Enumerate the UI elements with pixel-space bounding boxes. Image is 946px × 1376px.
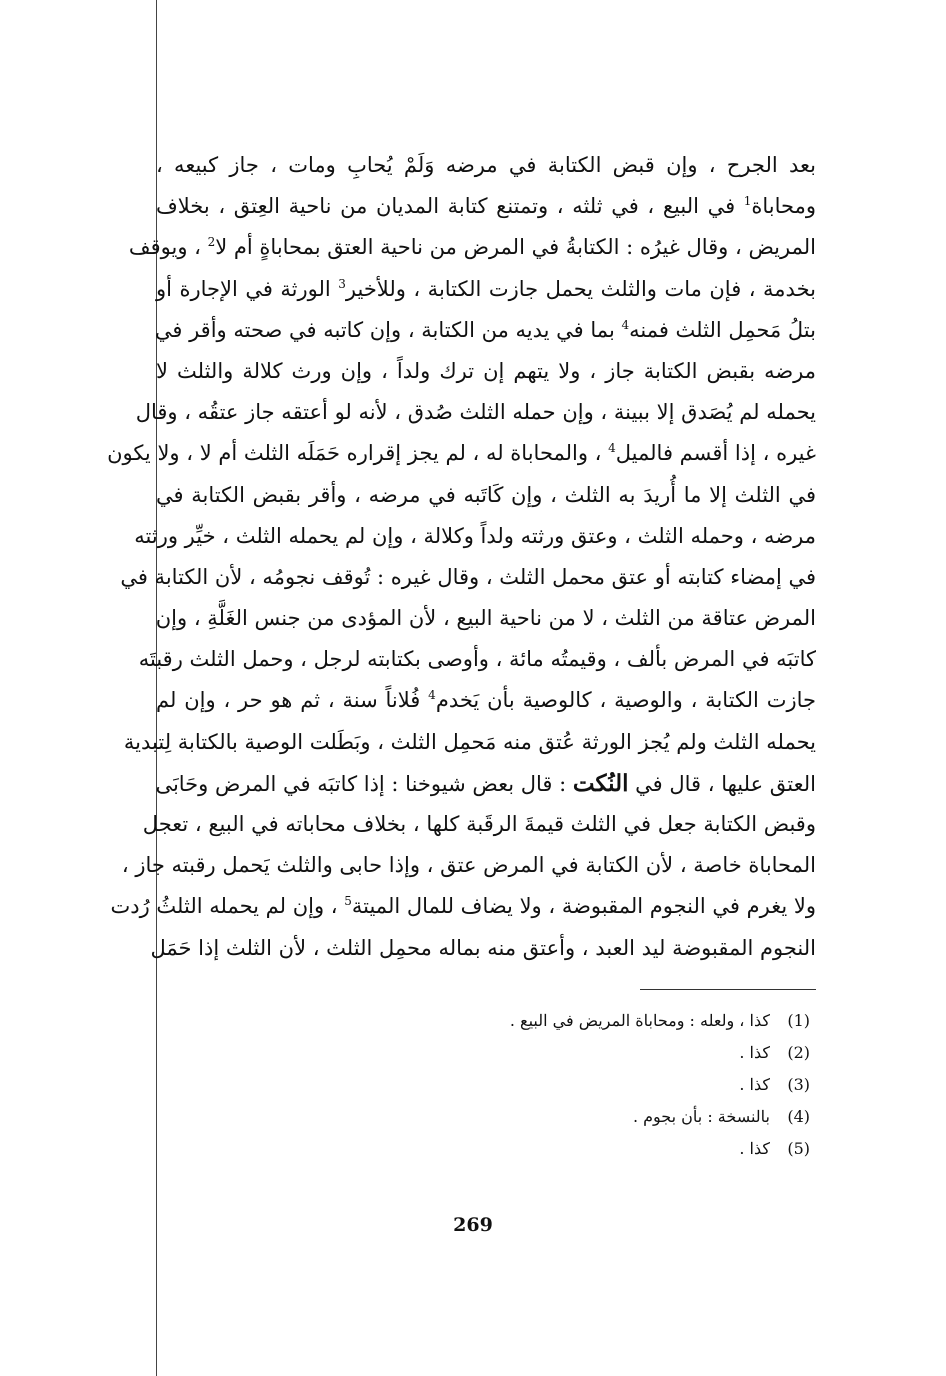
- book-title: النُكت: [572, 769, 629, 797]
- text-line: بعد الجرح ، وإن قبض الكتابة في مرضه وَلَمْ يُحابِ ومات ، جاز كبيعه ،: [156, 153, 816, 177]
- footnote-number: (2): [787, 1043, 810, 1062]
- text-line: النجوم المقبوضة ليد العبد ، وأعتق منه بماله محمِل الثلث ، لأن الثلث إذا حَمَل: [150, 935, 816, 960]
- text-line: في إمضاء كتابته أو عتق محمل الثلث ، وقال غيره : تُوقف نجومُه ، لأن الكتابة في: [120, 564, 816, 589]
- footnote-ref: 3: [338, 276, 346, 291]
- page-number: 269: [453, 1214, 493, 1236]
- footnote-text: كذا .: [739, 1075, 770, 1094]
- footnote-number: (3): [787, 1075, 810, 1094]
- text-line: كاتبَه في المرض بألف ، وقيمتُه مائة ، وأوصى بكتابته لرجل ، وحمل الثلث رقبتَه: [138, 647, 816, 672]
- footnote-ref: 4: [608, 441, 616, 456]
- text-line: جازت الكتابة ، والوصية ، كالوصية بأن يَخدم$^4$ فُلاناً سنة ، ثم هو حر ، وإن لم: [156, 688, 816, 713]
- text-line: مرضه بقبض الكتابة جاز ، ولا يتهم إن ترك ولداً ، وإن ورث كلالة والثلث لا: [156, 358, 816, 383]
- text-line: يحمله الثلث ولم يُجز الورثة عُتق منه مَحمِل الثلث ، وبَطَلت الوصية بالكتابة لِتبدية: [123, 729, 816, 754]
- footnote-ref: 4: [428, 688, 436, 703]
- footnote-text: كذا .: [739, 1139, 770, 1158]
- footnote-number: (5): [787, 1139, 810, 1158]
- footnote: [300, 1069, 810, 1101]
- footnote-text: كذا ، ولعله : ومحاباة المريض في البيع .: [509, 1011, 770, 1030]
- footnote: [300, 1133, 810, 1165]
- text-line: المحاباة خاصة ، لأن الكتابة في المرض عتق ، وإذا حابى والثلث يَحمل رقبته جاز ،: [121, 853, 816, 878]
- footnotes: [300, 1005, 810, 1165]
- footnote-number: (4): [787, 1107, 810, 1126]
- main-text: [107, 145, 816, 969]
- text-line: بتلُ مَحمِل الثلث فمنه$^4$ بما في يديه من الكتابة ، وإن كاتبه في صحته وأقر في: [154, 317, 816, 342]
- footnote-number: (1): [787, 1011, 810, 1030]
- footnote-text: بالنسخة : بأن بجوم .: [632, 1107, 770, 1126]
- text-line: وقبض الكتابة جعل في الثلث قيمةَ الرقَبة كلها ، بخلاف محاباته في البيع ، تعجل: [142, 812, 816, 836]
- text-line: في الثلث إلا ما أُريدَ به الثلث ، وإن كَاتَبه في مرضه ، وأقر بقبض الكتابة في: [156, 482, 816, 507]
- text-line: بخدمة ، فإن مات والثلث يحمل جازت الكتابة ، وللأخير$^3$ الورثة في الإجارة أو: [156, 276, 816, 301]
- footnote-separator: [640, 989, 816, 990]
- footnote-ref: 1: [743, 194, 752, 209]
- text-line: ومحاباة$^1$ في البيع ، في ثلثه ، وتمتنع كتابة المديان من ناحية العِتق ، بخلاف: [156, 194, 816, 219]
- text-line: يحمله لم يُصَدق إلا ببينة ، وإن حمله الثلث صُدق ، لأنه لو أعتقه جاز عتقُه ، وقال: [135, 400, 816, 425]
- footnote: [300, 1005, 810, 1037]
- page-body: [107, 145, 816, 969]
- footnote: [300, 1037, 810, 1069]
- text-line: مرضه ، وحمله الثلث ، وعتق ورثته ولداً وكلالة ، وإن لم يحمله الثلث ، خيِّر ورثته: [134, 523, 816, 548]
- footnote-text: كذا .: [739, 1043, 770, 1062]
- text-line: غيره ، إذا أقسم فالميل$^4$ ، والمحاباة له ، لم يجز إقراره حَمَلَه الثلث أم لا ، ولا يكون: [107, 441, 816, 466]
- footnote-ref: 4: [621, 317, 630, 332]
- text-line: المريض ، وقال غيرُه : الكتابةُ في المرض من ناحية العتق بمحاباةٍ أم لا$^2$ ، ويوقف: [128, 235, 816, 260]
- text-line: ولا يغرم في النجوم المقبوضة ، ولا يضاف للمال الميتة$^5$ ، وإن لم يحمله الثلثُ رُدت: [110, 894, 816, 919]
- footnote-ref: 5: [344, 894, 352, 909]
- text-line: المرض عتاقة من الثلث ، لا من ناحية البيع ، لأن المؤدى من جنس الغَلَّةِ ، وإن: [155, 606, 816, 631]
- footnote: [300, 1101, 810, 1133]
- text-line: العتق عليها ، قال في النُكت : قال بعض شيوخنا : إذا كاتبَه في المرض وحَابَى: [155, 769, 816, 797]
- footnote-ref: 2: [207, 235, 216, 250]
